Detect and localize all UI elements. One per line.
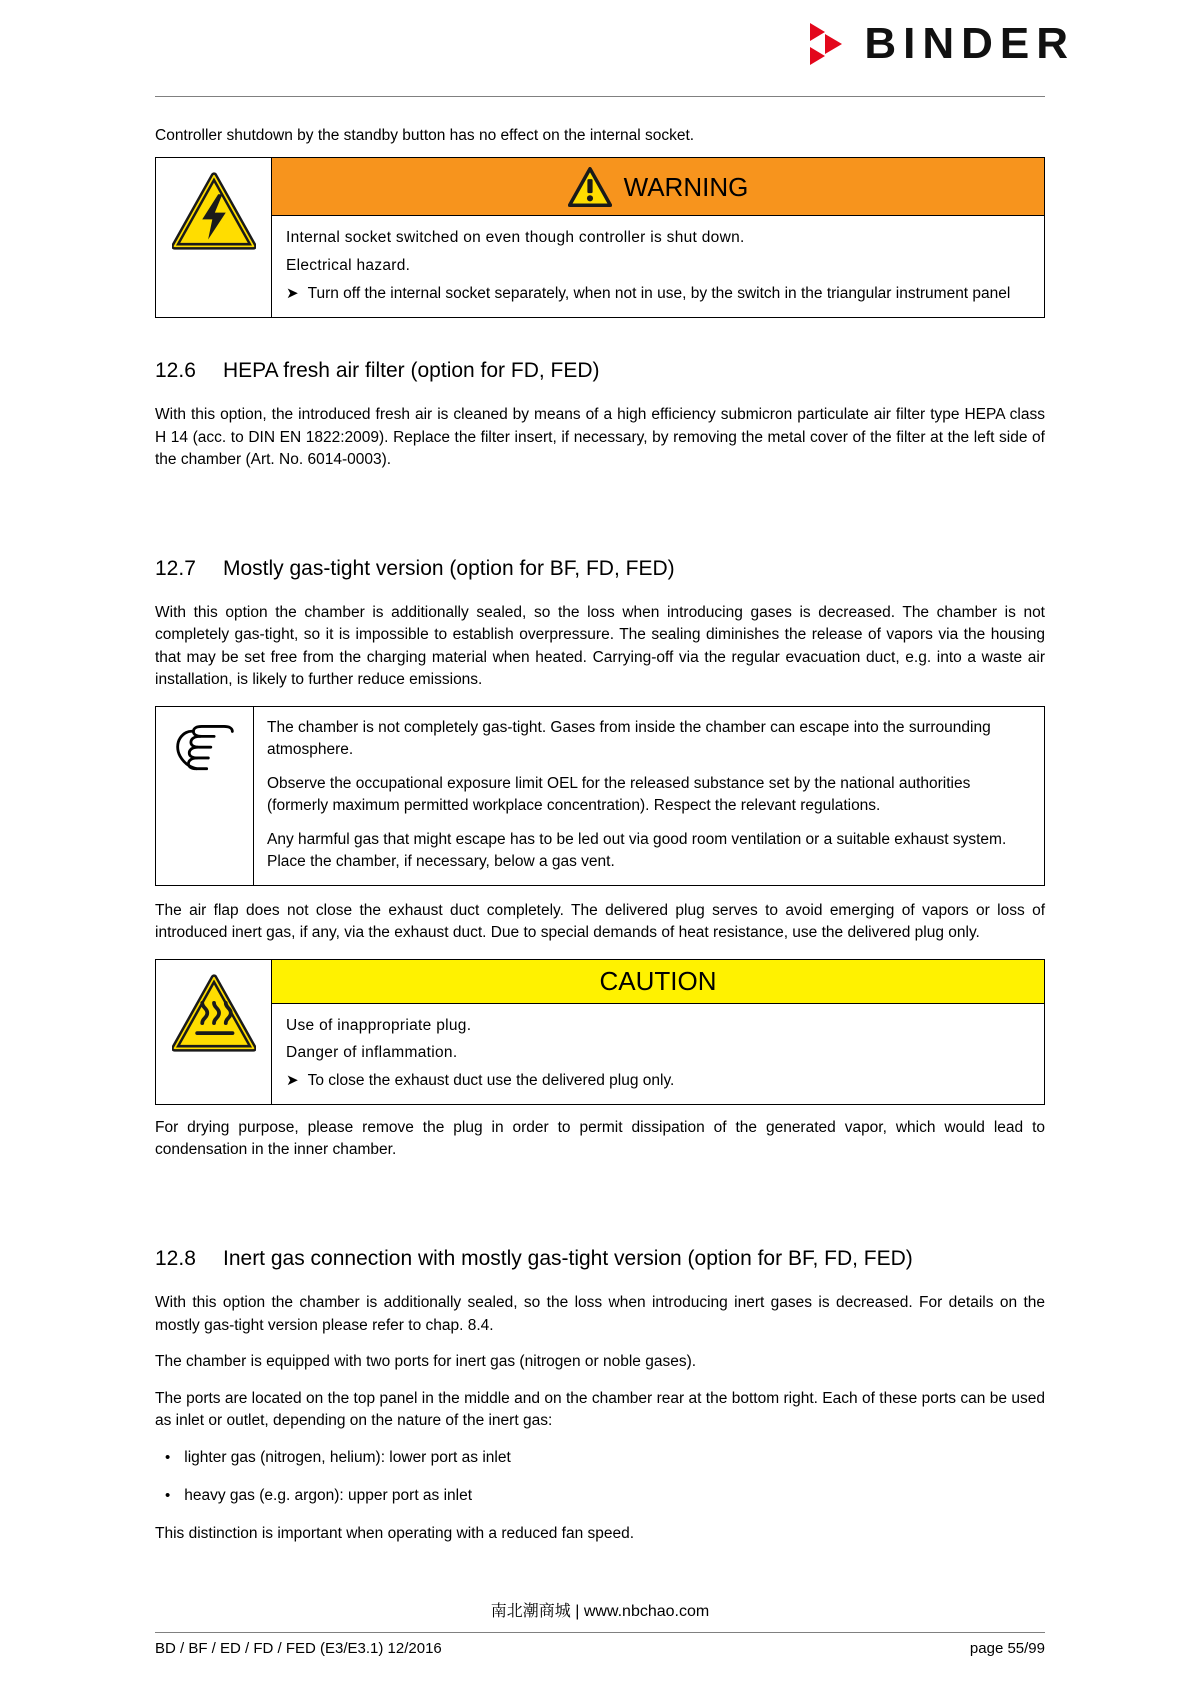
warning-icon-cell — [156, 158, 272, 317]
paragraph-12-8-3: The ports are located on the top panel in the middle and on the chamber rear at the bottom right. Each of these ports can be used as inlet or outlet, depending on the nature of the inert gas: — [155, 1389, 1045, 1430]
section-title-12-7: Mostly gas-tight version (option for BF, FD, FED) — [223, 556, 675, 580]
caution-action-item — [286, 1070, 1030, 1092]
note-paragraph-3: Any harmful gas that might escape has to be led out via good room ventilation or a suitable exhaust system. Place the chamber, if necessary, below a gas vent. — [267, 830, 1007, 871]
note-box — [155, 706, 1045, 886]
section-heading-12-6 — [155, 358, 1045, 384]
binder-logo — [810, 19, 1075, 68]
section-number-12-8: 12.8 — [155, 1246, 196, 1270]
caution-content — [272, 1004, 1044, 1105]
caution-title-bar — [272, 960, 1044, 1004]
list-item — [155, 1485, 1045, 1507]
electrical-hazard-triangle-icon — [172, 172, 256, 250]
note-paragraph-1: The chamber is not completely gas-tight. Gases from inside the chamber can escape into the surrounding atmosphere. — [267, 718, 991, 759]
paragraph-12-8-1: With this option the chamber is additionally sealed, so the loss when introducing inert gases is decreased. For details on the mostly gas-tight version please refer to chap. 8.4. — [155, 1294, 1045, 1334]
note-body — [254, 707, 1044, 885]
arrow-bullet-icon: ➤ — [286, 284, 299, 302]
list-item-label: lighter gas (nitrogen, helium): lower port as inlet — [184, 1448, 511, 1466]
section-heading-12-7 — [155, 556, 1045, 582]
header-divider — [155, 96, 1045, 97]
inert-gas-port-list — [155, 1447, 1045, 1508]
caution-icon-cell — [156, 960, 272, 1105]
page-footer — [155, 1632, 1045, 1657]
watermark-text: 南北潮商城 | www.nbchao.com — [490, 1603, 710, 1620]
warning-body — [272, 158, 1044, 317]
intro-text: Controller shutdown by the standby button has no effect on the internal socket. — [155, 127, 695, 144]
list-item-label: heavy gas (e.g. argon): upper port as inlet — [184, 1487, 473, 1504]
warning-line-2: Electrical hazard. — [286, 256, 411, 274]
section-title-12-6: HEPA fresh air filter (option for FD, FED) — [223, 358, 600, 382]
arrow-bullet-icon: ➤ — [286, 1072, 299, 1089]
warning-box — [155, 157, 1045, 318]
warning-content — [272, 216, 1044, 317]
caution-line-1: Use of inappropriate plug. — [286, 1016, 472, 1034]
paragraph-12-8-4: This distinction is important when operating with a reduced fan speed. — [155, 1525, 635, 1543]
caution-title-text: CAUTION — [599, 966, 717, 996]
bullet-dot-icon: • — [165, 1448, 171, 1466]
paragraph-12-7-after-caution: For drying purpose, please remove the plug in order to permit dissipation of the generated vapor, which would lead to condensation in the inner chamber. — [155, 1119, 1045, 1159]
page-header — [155, 0, 1075, 90]
caution-line-2: Danger of inflammation. — [286, 1043, 458, 1061]
caution-action-text: To close the exhaust duct use the delivered plug only. — [307, 1072, 675, 1089]
note-icon-cell — [156, 707, 254, 885]
hot-surface-triangle-icon — [172, 974, 256, 1052]
footer-document-id: BD / BF / ED / FD / FED (E3/E3.1) 12/2016 — [155, 1640, 442, 1657]
binder-triangles-logo-icon — [810, 23, 850, 65]
section-title-12-8: Inert gas connection with mostly gas-tight version (option for BF, FD, FED) — [223, 1246, 913, 1270]
paragraph-12-7-after-note: The air flap does not close the exhaust duct completely. The delivered plug serves to avoid emerging of vapors or loss of introduced inert gas, if any, via the exhaust duct. Due to special demands of heat resistance, use the delivered plug only. — [155, 901, 1045, 942]
paragraph-12-7: With this option the chamber is additionally sealed, so the loss when introducing gases is decreased. The chamber is not completely gas-tight, so it is impossible to establish overpressure. The sealing diminishes the release of vapors via the housing that may be set free from the charging material when heated. Carrying-off via the regular evacuation duct, e.g. into a waste air installation, is likely to further reduce emissions. — [155, 603, 1045, 689]
note-paragraph-2: Observe the occupational exposure limit OEL for the released substance set by the national authorities (formerly maximum permitted workplace concentration). Respect the relevant regulations. — [267, 774, 971, 815]
footer-page-number: page 55/99 — [969, 1640, 1045, 1657]
section-number-12-6: 12.6 — [155, 358, 196, 382]
bullet-dot-icon: • — [165, 1487, 171, 1504]
caution-body — [272, 960, 1044, 1105]
logo-wordmark: BINDER — [864, 19, 1075, 68]
paragraph-12-6: With this option, the introduced fresh air is cleaned by means of a high efficiency submicron particulate air filter type HEPA class H 14 (acc. to DIN EN 1822:2009). Replace the filter insert, if necessary, by removing the metal cover of the filter at the left side of the chamber (Art. No. 6014-0003). — [155, 406, 1045, 469]
section-number-12-7: 12.7 — [155, 556, 196, 580]
list-item — [155, 1447, 1045, 1469]
footer-row — [155, 1640, 1045, 1657]
warning-title-bar — [272, 158, 1044, 216]
footer-divider — [155, 1632, 1045, 1633]
warning-triangle-icon — [568, 167, 612, 207]
warning-action-item — [286, 283, 1030, 305]
caution-box — [155, 959, 1045, 1106]
warning-line-1: Internal socket switched on even though controller is shut down. — [286, 229, 745, 247]
warning-title-text: WARNING — [623, 171, 749, 202]
section-heading-12-8 — [155, 1246, 1045, 1272]
pointing-hand-icon — [174, 719, 236, 777]
paragraph-12-8-2: The chamber is equipped with two ports for inert gas (nitrogen or noble gases). — [155, 1353, 697, 1371]
warning-action-text: Turn off the internal socket separately, when not in use, by the switch in the triangular instrument panel — [307, 284, 1011, 302]
